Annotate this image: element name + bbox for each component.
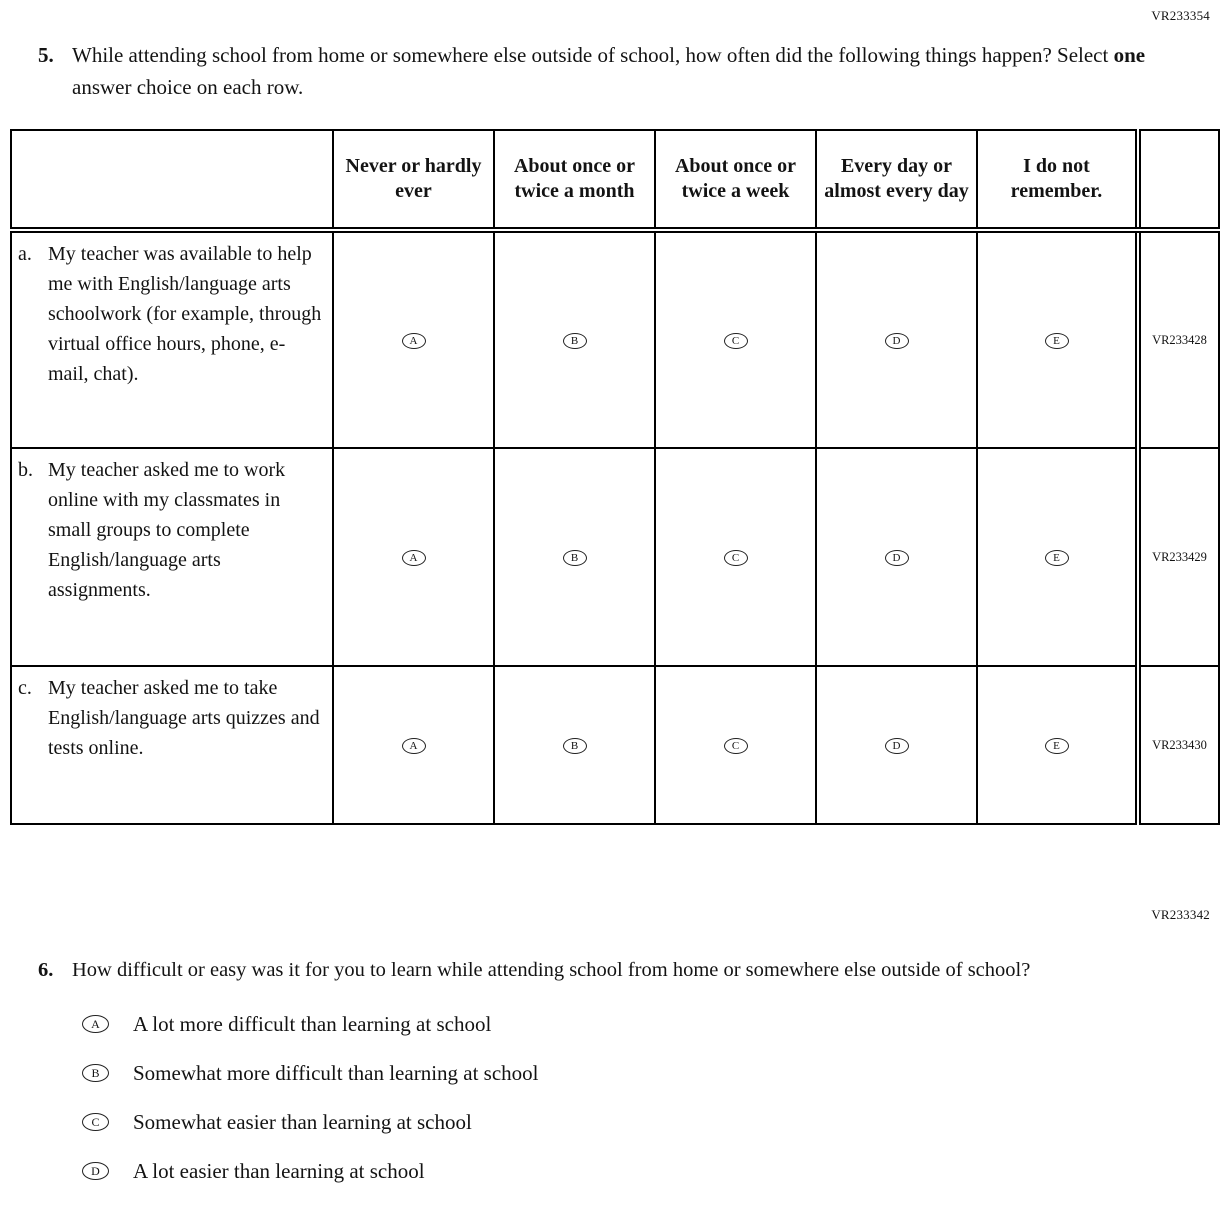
answer-bubble-a[interactable]: A	[402, 333, 426, 349]
answer-bubble-c[interactable]: C	[724, 333, 748, 349]
answer-bubble-e[interactable]: E	[1045, 550, 1069, 566]
column-header-do-not-remember: I do not remember.	[977, 130, 1138, 230]
table-row-a	[11, 230, 1219, 448]
row-a-option-cell-a	[333, 230, 494, 448]
table-header-row	[11, 130, 1219, 230]
option-row-d	[82, 1159, 1226, 1184]
row-b-text: My teacher asked me to work online with my classmates in small groups to complete English/language arts assignments.	[48, 459, 286, 601]
question-6-prompt: How difficult or easy was it for you to learn while attending school from home or somewhere else outside of school?	[72, 959, 1031, 981]
option-label-b: Somewhat more difficult than learning at school	[133, 1060, 539, 1085]
answer-bubble-e[interactable]: E	[1045, 738, 1069, 754]
row-c-option-cell-c	[655, 666, 816, 824]
answer-bubble-a[interactable]: A	[402, 738, 426, 754]
answer-bubble-c[interactable]: C	[724, 550, 748, 566]
answer-bubble-c[interactable]: C	[724, 738, 748, 754]
question-5	[38, 40, 1182, 103]
question-5-prompt	[72, 40, 1182, 103]
table-header-code-empty	[1138, 130, 1219, 230]
question-5-prompt-part2: answer choice on each row.	[72, 74, 304, 99]
row-b-option-cell-c	[655, 448, 816, 666]
row-b-stem	[11, 448, 333, 666]
option-row-b	[82, 1061, 1226, 1086]
question-5-matrix-table	[10, 129, 1220, 825]
question-6-options	[82, 1012, 1226, 1184]
answer-bubble-b[interactable]: B	[563, 738, 587, 754]
option-label-d: A lot easier than learning at school	[133, 1158, 425, 1183]
answer-bubble-b[interactable]: B	[82, 1064, 109, 1082]
row-c-option-cell-d	[816, 666, 977, 824]
answer-bubble-b[interactable]: B	[563, 550, 587, 566]
answer-bubble-d[interactable]: D	[82, 1162, 109, 1180]
row-a-code: VR233428	[1138, 230, 1219, 448]
row-a-option-cell-e	[977, 230, 1138, 448]
row-b-letter: b.	[18, 459, 33, 481]
question-6	[38, 955, 1182, 986]
row-b-option-cell-e	[977, 448, 1138, 666]
row-a-stem	[11, 230, 333, 448]
row-c-code: VR233430	[1138, 666, 1219, 824]
option-label-a: A lot more difficult than learning at school	[133, 1011, 492, 1036]
table-header-empty	[11, 130, 333, 230]
row-b-option-cell-d	[816, 448, 977, 666]
page-code-mid: VR233342	[1151, 907, 1210, 922]
row-c-option-cell-a	[333, 666, 494, 824]
answer-bubble-a[interactable]: A	[82, 1015, 109, 1033]
row-a-text: My teacher was available to help me with English/language arts schoolwork (for example, through virtual office hours, phone, e-mail, chat).	[48, 243, 322, 385]
column-header-every-day: Every day or almost every day	[816, 130, 977, 230]
question-5-number: 5.	[38, 43, 54, 67]
row-a-option-cell-b	[494, 230, 655, 448]
answer-bubble-b[interactable]: B	[563, 333, 587, 349]
row-c-stem	[11, 666, 333, 824]
row-a-option-cell-d	[816, 230, 977, 448]
row-c-letter: c.	[18, 677, 32, 699]
question-6-number: 6.	[38, 959, 54, 981]
answer-bubble-e[interactable]: E	[1045, 333, 1069, 349]
answer-bubble-c[interactable]: C	[82, 1113, 109, 1131]
answer-bubble-a[interactable]: A	[402, 550, 426, 566]
table-row-c	[11, 666, 1219, 824]
table-row-b	[11, 448, 1219, 666]
row-b-code: VR233429	[1138, 448, 1219, 666]
row-b-option-cell-a	[333, 448, 494, 666]
row-c-option-cell-b	[494, 666, 655, 824]
column-header-once-twice-week: About once or twice a week	[655, 130, 816, 230]
row-a-option-cell-c	[655, 230, 816, 448]
option-row-a	[82, 1012, 1226, 1037]
question-5-prompt-part1: While attending school from home or somewhere else outside of school, how often did the following things happen? Select	[72, 43, 1114, 67]
row-a-letter: a.	[18, 243, 32, 265]
page-code-top: VR233354	[1151, 8, 1210, 23]
row-b-option-cell-b	[494, 448, 655, 666]
row-c-text: My teacher asked me to take English/language arts quizzes and tests online.	[48, 677, 320, 759]
option-label-c: Somewhat easier than learning at school	[133, 1109, 472, 1134]
answer-bubble-d[interactable]: D	[885, 333, 909, 349]
column-header-never: Never or hardly ever	[333, 130, 494, 230]
question-5-prompt-bold: one	[1113, 43, 1146, 67]
answer-bubble-d[interactable]: D	[885, 550, 909, 566]
answer-bubble-d[interactable]: D	[885, 738, 909, 754]
row-c-option-cell-e	[977, 666, 1138, 824]
option-row-c	[82, 1110, 1226, 1135]
column-header-once-twice-month: About once or twice a month	[494, 130, 655, 230]
